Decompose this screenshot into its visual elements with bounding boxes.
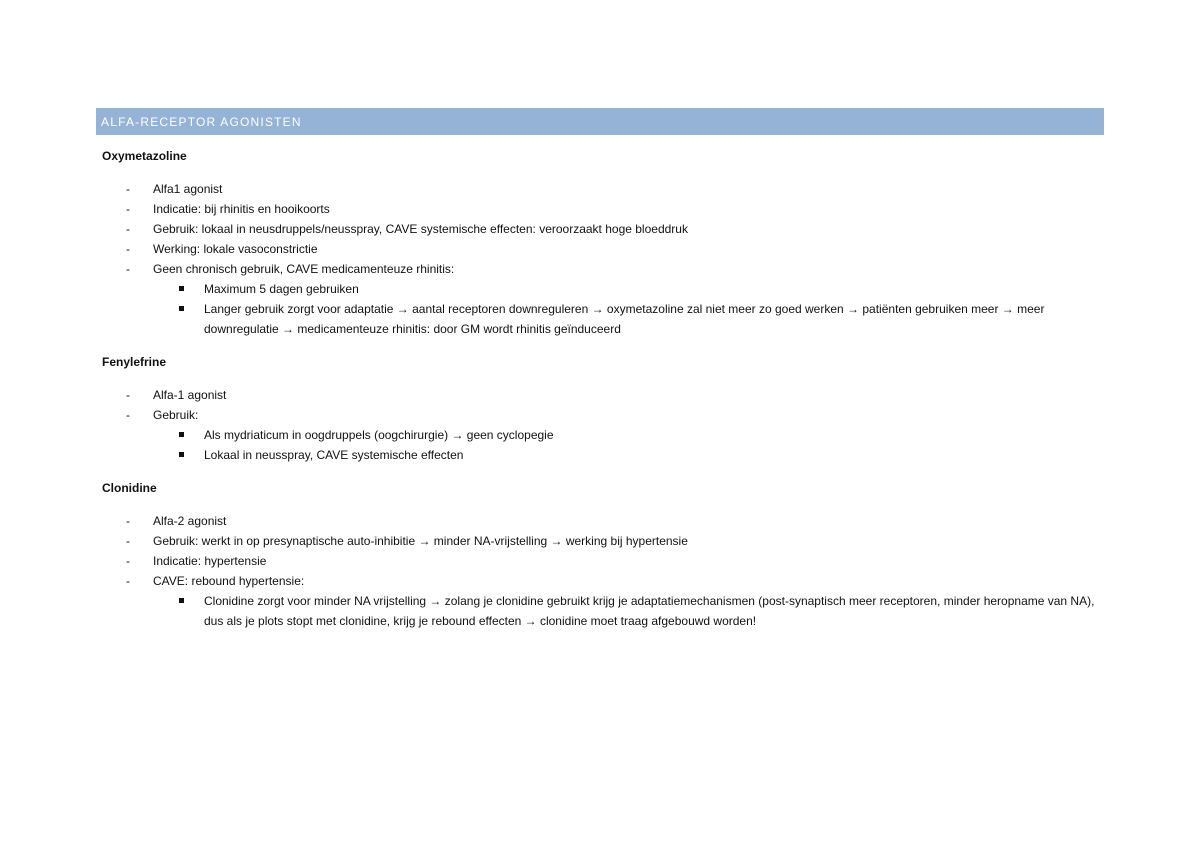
list-item-text: Gebruik: (153, 408, 199, 422)
list-item-text: Werking: lokale vasoconstrictie (153, 242, 318, 256)
drug-section (102, 352, 1102, 465)
bullet-list (102, 179, 1102, 339)
sub-bullet-list (153, 425, 1102, 465)
sub-list-item-text: Maximum 5 dagen gebruiken (204, 282, 359, 296)
sub-list-item-text: Clonidine zorgt voor minder NA vrijstelling → zolang je clonidine gebruikt krijg je adaptatiemechanismen (post-synaptisch meer receptoren, minder heropname van NA), dus als je plots stopt met clonidine, krijg je rebound effecten → clonidine moet traag afgebouwd worden! (204, 594, 1095, 628)
list-item (102, 385, 1102, 405)
list-item-text: Geen chronisch gebruik, CAVE medicamenteuze rhinitis: (153, 262, 455, 276)
dash-bullet-icon: - (126, 554, 130, 568)
section-header (96, 108, 1104, 135)
list-item-text: Gebruik: werkt in op presynaptische auto-inhibitie → minder NA-vrijstelling → werking bij hypertensie (153, 534, 688, 548)
sub-list-item (153, 445, 1102, 465)
list-item (102, 531, 1102, 551)
sub-list-item-text: Lokaal in neusspray, CAVE systemische effecten (204, 448, 464, 462)
list-item-text: Gebruik: lokaal in neusdruppels/neusspray, CAVE systemische effecten: veroorzaakt hoge bloeddruk (153, 222, 688, 236)
dash-bullet-icon: - (126, 534, 130, 548)
list-item-text: CAVE: rebound hypertensie: (153, 574, 305, 588)
square-bullet-icon (179, 306, 184, 311)
list-item (102, 571, 1102, 631)
bullet-list (102, 511, 1102, 631)
sub-list-item (153, 279, 1102, 299)
list-item (102, 511, 1102, 531)
drug-section (102, 478, 1102, 631)
dash-bullet-icon: - (126, 574, 130, 588)
sub-list-item-text: Langer gebruik zorgt voor adaptatie → aantal receptoren downreguleren → oxymetazoline zal niet meer zo goed werken → patiënten gebruiken meer → meer downregulatie → medicamenteuze rhinitis: door GM wordt rhinitis geïnduceerd (204, 302, 1045, 336)
dash-bullet-icon: - (126, 408, 130, 422)
list-item (102, 219, 1102, 239)
square-bullet-icon (179, 432, 184, 437)
list-item (102, 239, 1102, 259)
drug-title: Oxymetazoline (102, 149, 187, 163)
dash-bullet-icon: - (126, 222, 130, 236)
square-bullet-icon (179, 598, 184, 603)
dash-bullet-icon: - (126, 514, 130, 528)
list-item-text: Alfa-1 agonist (153, 388, 227, 402)
sub-bullet-list (153, 279, 1102, 339)
dash-bullet-icon: - (126, 182, 130, 196)
list-item-text: Alfa-2 agonist (153, 514, 227, 528)
drug-section (102, 146, 1102, 339)
list-item-text: Alfa1 agonist (153, 182, 223, 196)
sub-list-item-text: Als mydriaticum in oogdruppels (oogchirurgie) → geen cyclopegie (204, 428, 554, 442)
sub-list-item (153, 299, 1102, 339)
drug-title: Fenylefrine (102, 355, 167, 369)
dash-bullet-icon: - (126, 388, 130, 402)
list-item-text: Indicatie: bij rhinitis en hooikoorts (153, 202, 330, 216)
drug-title: Clonidine (102, 481, 157, 495)
list-item (102, 551, 1102, 571)
list-item (102, 259, 1102, 339)
bullet-list (102, 385, 1102, 465)
list-item (102, 179, 1102, 199)
sub-bullet-list (153, 591, 1102, 631)
dash-bullet-icon: - (126, 242, 130, 256)
list-item (102, 199, 1102, 219)
dash-bullet-icon: - (126, 262, 130, 276)
list-item-text: Indicatie: hypertensie (153, 554, 267, 568)
sub-list-item (153, 425, 1102, 445)
square-bullet-icon (179, 286, 184, 291)
section-title: ALFA-RECEPTOR AGONISTEN (101, 114, 302, 129)
sub-list-item (153, 591, 1102, 631)
list-item (102, 405, 1102, 465)
document-body (102, 146, 1102, 644)
dash-bullet-icon: - (126, 202, 130, 216)
square-bullet-icon (179, 452, 184, 457)
